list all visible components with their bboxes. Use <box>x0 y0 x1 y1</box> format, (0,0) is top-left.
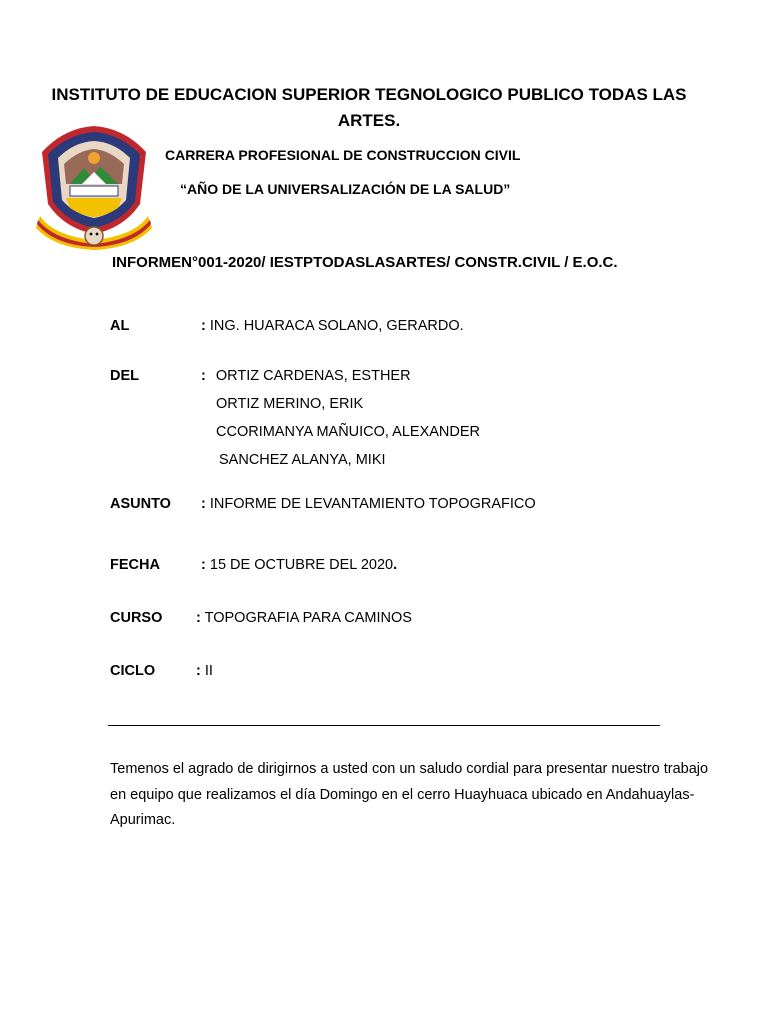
ciclo-separator: : <box>196 663 201 679</box>
curso-value: TOPOGRAFIA PARA CAMINOS <box>204 610 412 626</box>
del-label: DEL <box>110 368 139 384</box>
curso-label: CURSO <box>110 610 163 626</box>
al-row <box>201 318 464 334</box>
fecha-separator: : <box>201 557 206 573</box>
year-motto: “AÑO DE LA UNIVERSALIZACIÓN DE LA SALUD” <box>180 181 511 197</box>
del-value-1: ORTIZ CARDENAS, ESTHER <box>215 368 411 384</box>
del-value-3: CCORIMANYA MAÑUICO, ALEXANDER <box>216 424 481 440</box>
al-separator: : <box>201 318 206 334</box>
ciclo-label: CICLO <box>110 663 156 679</box>
ciclo-row <box>196 663 213 679</box>
fecha-value: 15 DE OCTUBRE DEL 2020 <box>209 557 394 573</box>
asunto-row <box>201 496 536 512</box>
horizontal-divider <box>108 725 660 726</box>
del-value-4: SANCHEZ ALANYA, MIKI <box>219 452 386 468</box>
asunto-label: ASUNTO <box>110 496 171 512</box>
ciclo-value: II <box>204 663 213 679</box>
institute-title-line1: INSTITUTO DE EDUCACION SUPERIOR TEGNOLOGICO PUBLICO TODAS LAS <box>51 85 687 104</box>
body-paragraph: Temenos el agrado de dirigirnos a usted con un saludo cordial para presentar nuestro trabajo en equipo que realizamos el día Domingo en el cerro Huayhuaca ubicado en Andahuaylas-Apurimac. <box>110 761 709 828</box>
institute-title-line2: ARTES. <box>337 111 401 130</box>
asunto-value: INFORME DE LEVANTAMIENTO TOPOGRAFICO <box>209 496 536 512</box>
del-separator: : <box>201 368 206 384</box>
asunto-separator: : <box>201 496 206 512</box>
career-name: CARRERA PROFESIONAL DE CONSTRUCCION CIVIL <box>165 147 521 163</box>
al-label: AL <box>110 318 130 334</box>
institute-logo <box>34 124 154 252</box>
fecha-period: . <box>393 557 398 573</box>
report-number: INFORMEN°001-2020/ IESTPTODASLASARTES/ CONSTR.CIVIL / E.O.C. <box>112 254 618 271</box>
curso-separator: : <box>196 610 201 626</box>
del-value-2: ORTIZ MERINO, ERIK <box>216 396 364 412</box>
curso-row <box>196 610 412 626</box>
al-value: ING. HUARACA SOLANO, GERARDO. <box>209 318 464 334</box>
fecha-label: FECHA <box>110 557 160 573</box>
del-row <box>201 368 411 384</box>
fecha-row <box>201 557 397 573</box>
